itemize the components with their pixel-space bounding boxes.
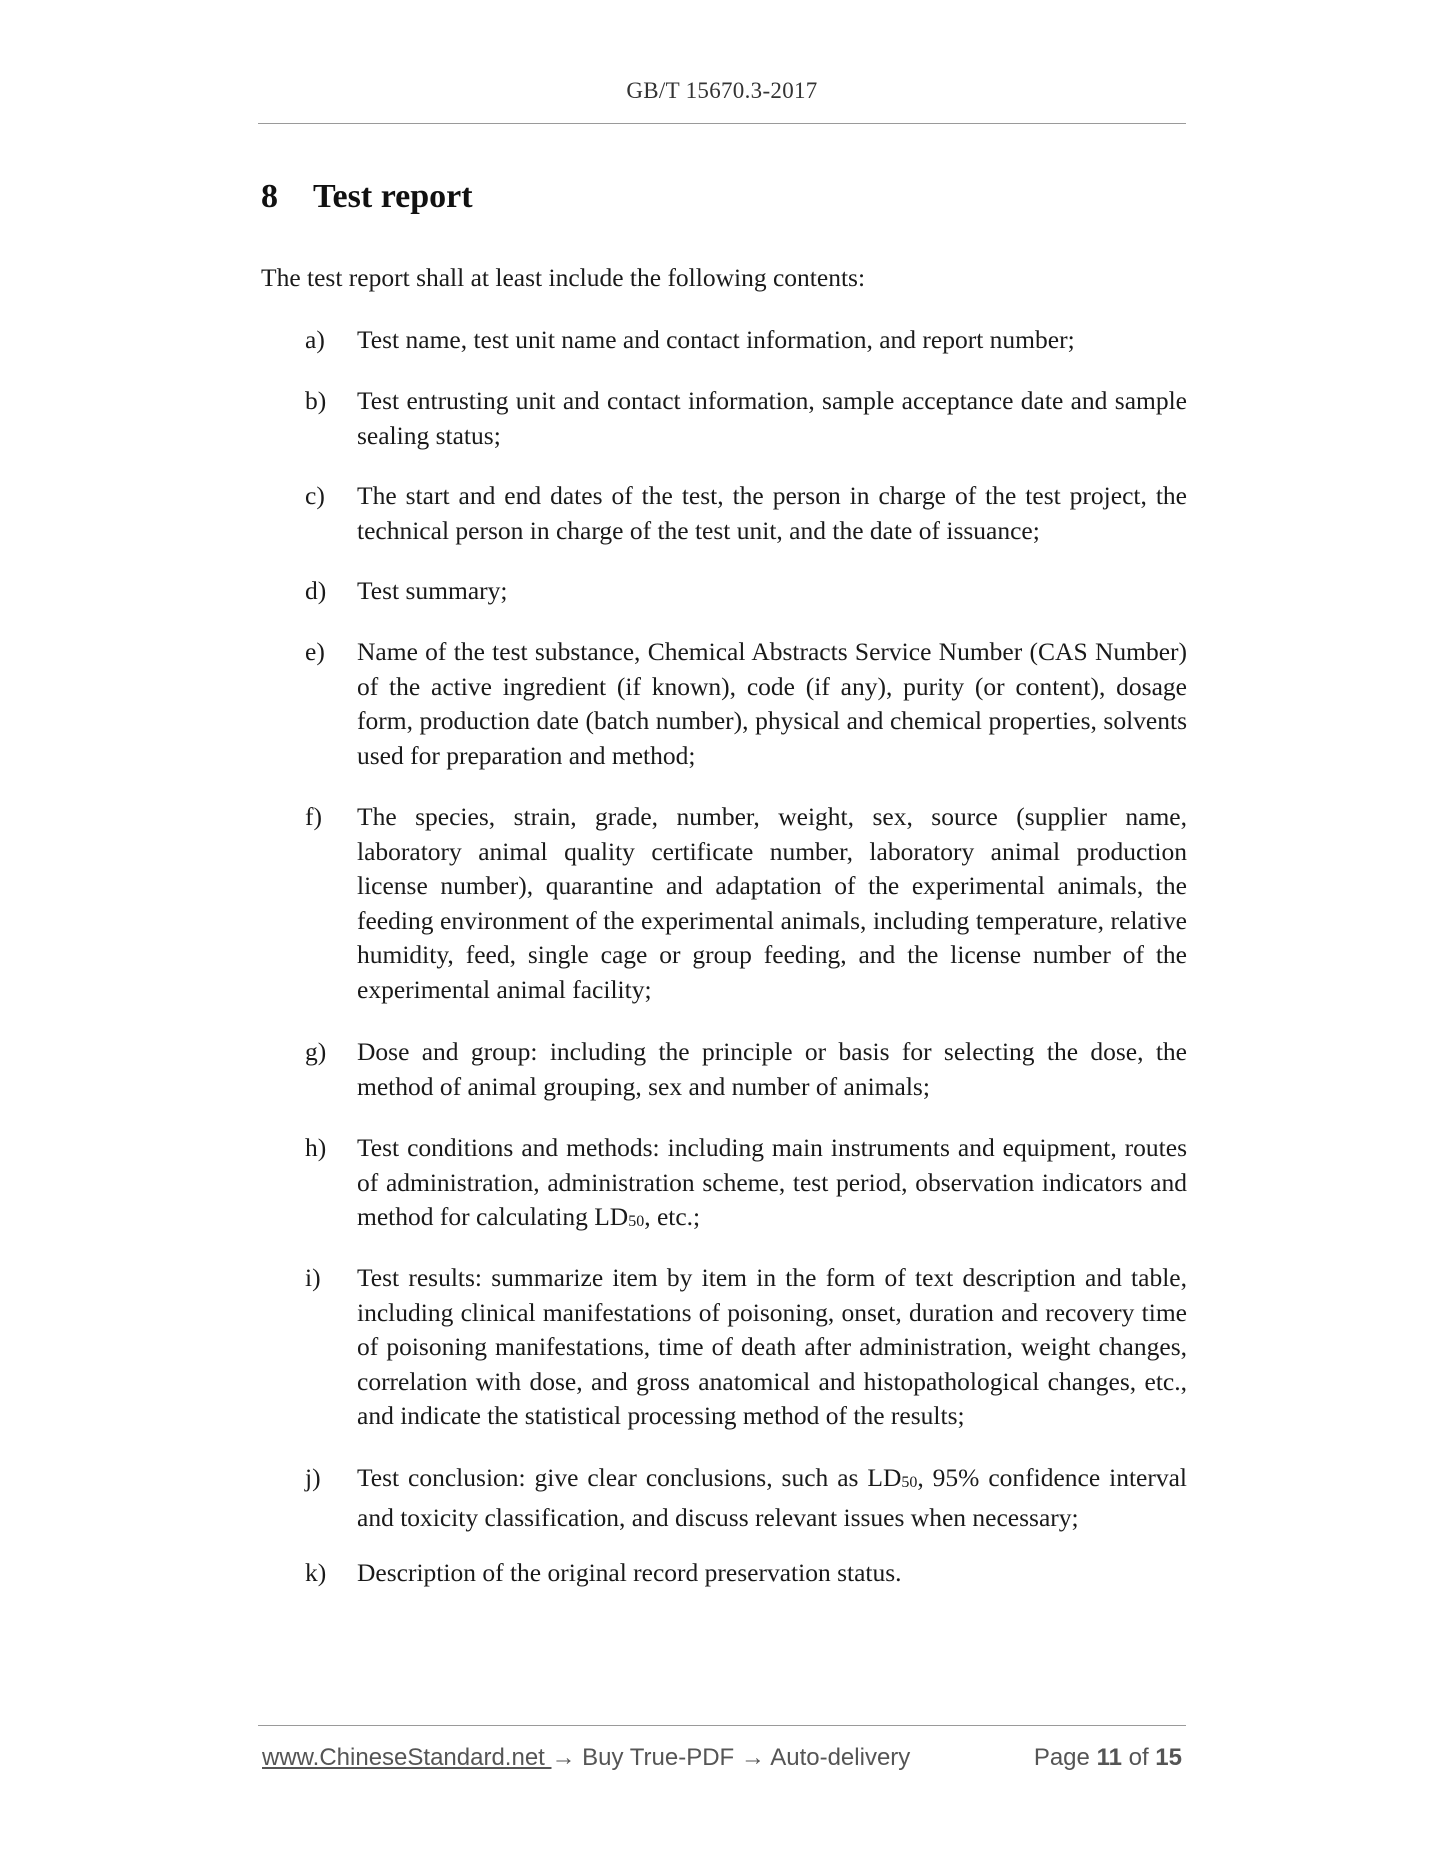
subscript: 50 [901, 1474, 918, 1491]
intro-paragraph: The test report shall at least include the following contents: [261, 263, 866, 292]
list-marker: j) [305, 1463, 321, 1492]
page-footer [262, 1744, 1186, 1780]
list-item [305, 800, 1187, 1007]
list-item-text [357, 1461, 1187, 1535]
section-number: 8 [261, 178, 278, 215]
page-header: GB/T 15670.3-2017 [626, 78, 818, 103]
list-item [305, 479, 1187, 548]
footer-left [262, 1744, 910, 1772]
list-item-text: Test results: summarize item by item in the form of text description and table, including clinical manifestations of poisoning, onset, duration and recovery time of poisoning manifestations, time of death after administration, weight changes, correlation with dose, and gross anatomical and histopathological changes, etc., and indicate the statistical processing method of the results; [357, 1263, 1187, 1430]
list-item [305, 1131, 1187, 1240]
list-marker: c) [305, 481, 325, 510]
text-segment: Test conclusion: give clear conclusions, such as LD [357, 1463, 902, 1492]
delivery-text: Auto-delivery [764, 1744, 911, 1771]
list-marker: f) [305, 802, 322, 831]
page-label: Page [1033, 1744, 1090, 1771]
list-marker: k) [305, 1558, 327, 1587]
total-pages: 15 [1155, 1744, 1182, 1771]
arrow-icon: → [740, 1744, 765, 1771]
list-item-text: Test entrusting unit and contact information, sample acceptance date and sample sealing status; [357, 386, 1187, 450]
text-segment: Test conditions and methods: including main instruments and equipment, routes of administration, administration scheme, test period, observation indicators and method for calculating LD [357, 1133, 1187, 1231]
list-item [305, 574, 1187, 609]
list-item-text: Description of the original record preservation status. [357, 1558, 902, 1587]
page-number [1034, 1744, 1182, 1772]
list-item-text: Test summary; [357, 576, 508, 605]
list-item [305, 384, 1187, 453]
list-item-text: The species, strain, grade, number, weight, sex, source (supplier name, laboratory animal quality certificate number, laboratory animal production license number), quarantine and adaptation of the experimental animals, the feeding environment of the experimental animals, including temperature, relative humidity, feed, single cage or group feeding, and the license number of the experimental animal facility; [357, 802, 1187, 1004]
of-label: of [1128, 1744, 1149, 1771]
list-item-text: The start and end dates of the test, the person in charge of the test project, the technical person in charge of the test unit, and the date of issuance; [357, 481, 1187, 545]
subscript: 50 [628, 1213, 645, 1230]
section-title: Test report [313, 178, 473, 215]
list-item-text: Name of the test substance, Chemical Abstracts Service Number (CAS Number) of the active ingredient (if known), code (if any), purity (or content), dosage form, production date (batch number), physical and chemical properties, solvents used for preparation and method; [357, 637, 1187, 770]
arrow-icon: → [551, 1744, 576, 1771]
list-item-text [357, 1131, 1187, 1240]
list-item-text: Test name, test unit name and contact information, and report number; [357, 325, 1075, 354]
footer-divider [258, 1725, 1186, 1726]
list-marker: a) [305, 325, 325, 354]
list-item [305, 1261, 1187, 1434]
list-marker: g) [305, 1037, 327, 1066]
list-marker: i) [305, 1263, 321, 1292]
buy-text: Buy True-PDF [575, 1744, 741, 1771]
list-marker: d) [305, 576, 327, 605]
list-item [305, 635, 1187, 773]
current-page: 11 [1096, 1744, 1122, 1771]
text-segment: , etc.; [644, 1202, 701, 1231]
list-item [305, 323, 1187, 358]
list-item [305, 1556, 1187, 1591]
text-segment: , 95% confidence interval and toxicity classification, and discuss relevant issues when necessary; [357, 1463, 1187, 1532]
list-marker: h) [305, 1133, 327, 1162]
list-marker: e) [305, 637, 325, 666]
list-item [305, 1035, 1187, 1104]
list-item-text: Dose and group: including the principle or basis for selecting the dose, the method of animal grouping, sex and number of animals; [357, 1037, 1187, 1101]
website-link[interactable]: www.ChineseStandard.net [262, 1744, 552, 1771]
list-item [305, 1461, 1187, 1535]
list-marker: b) [305, 386, 327, 415]
